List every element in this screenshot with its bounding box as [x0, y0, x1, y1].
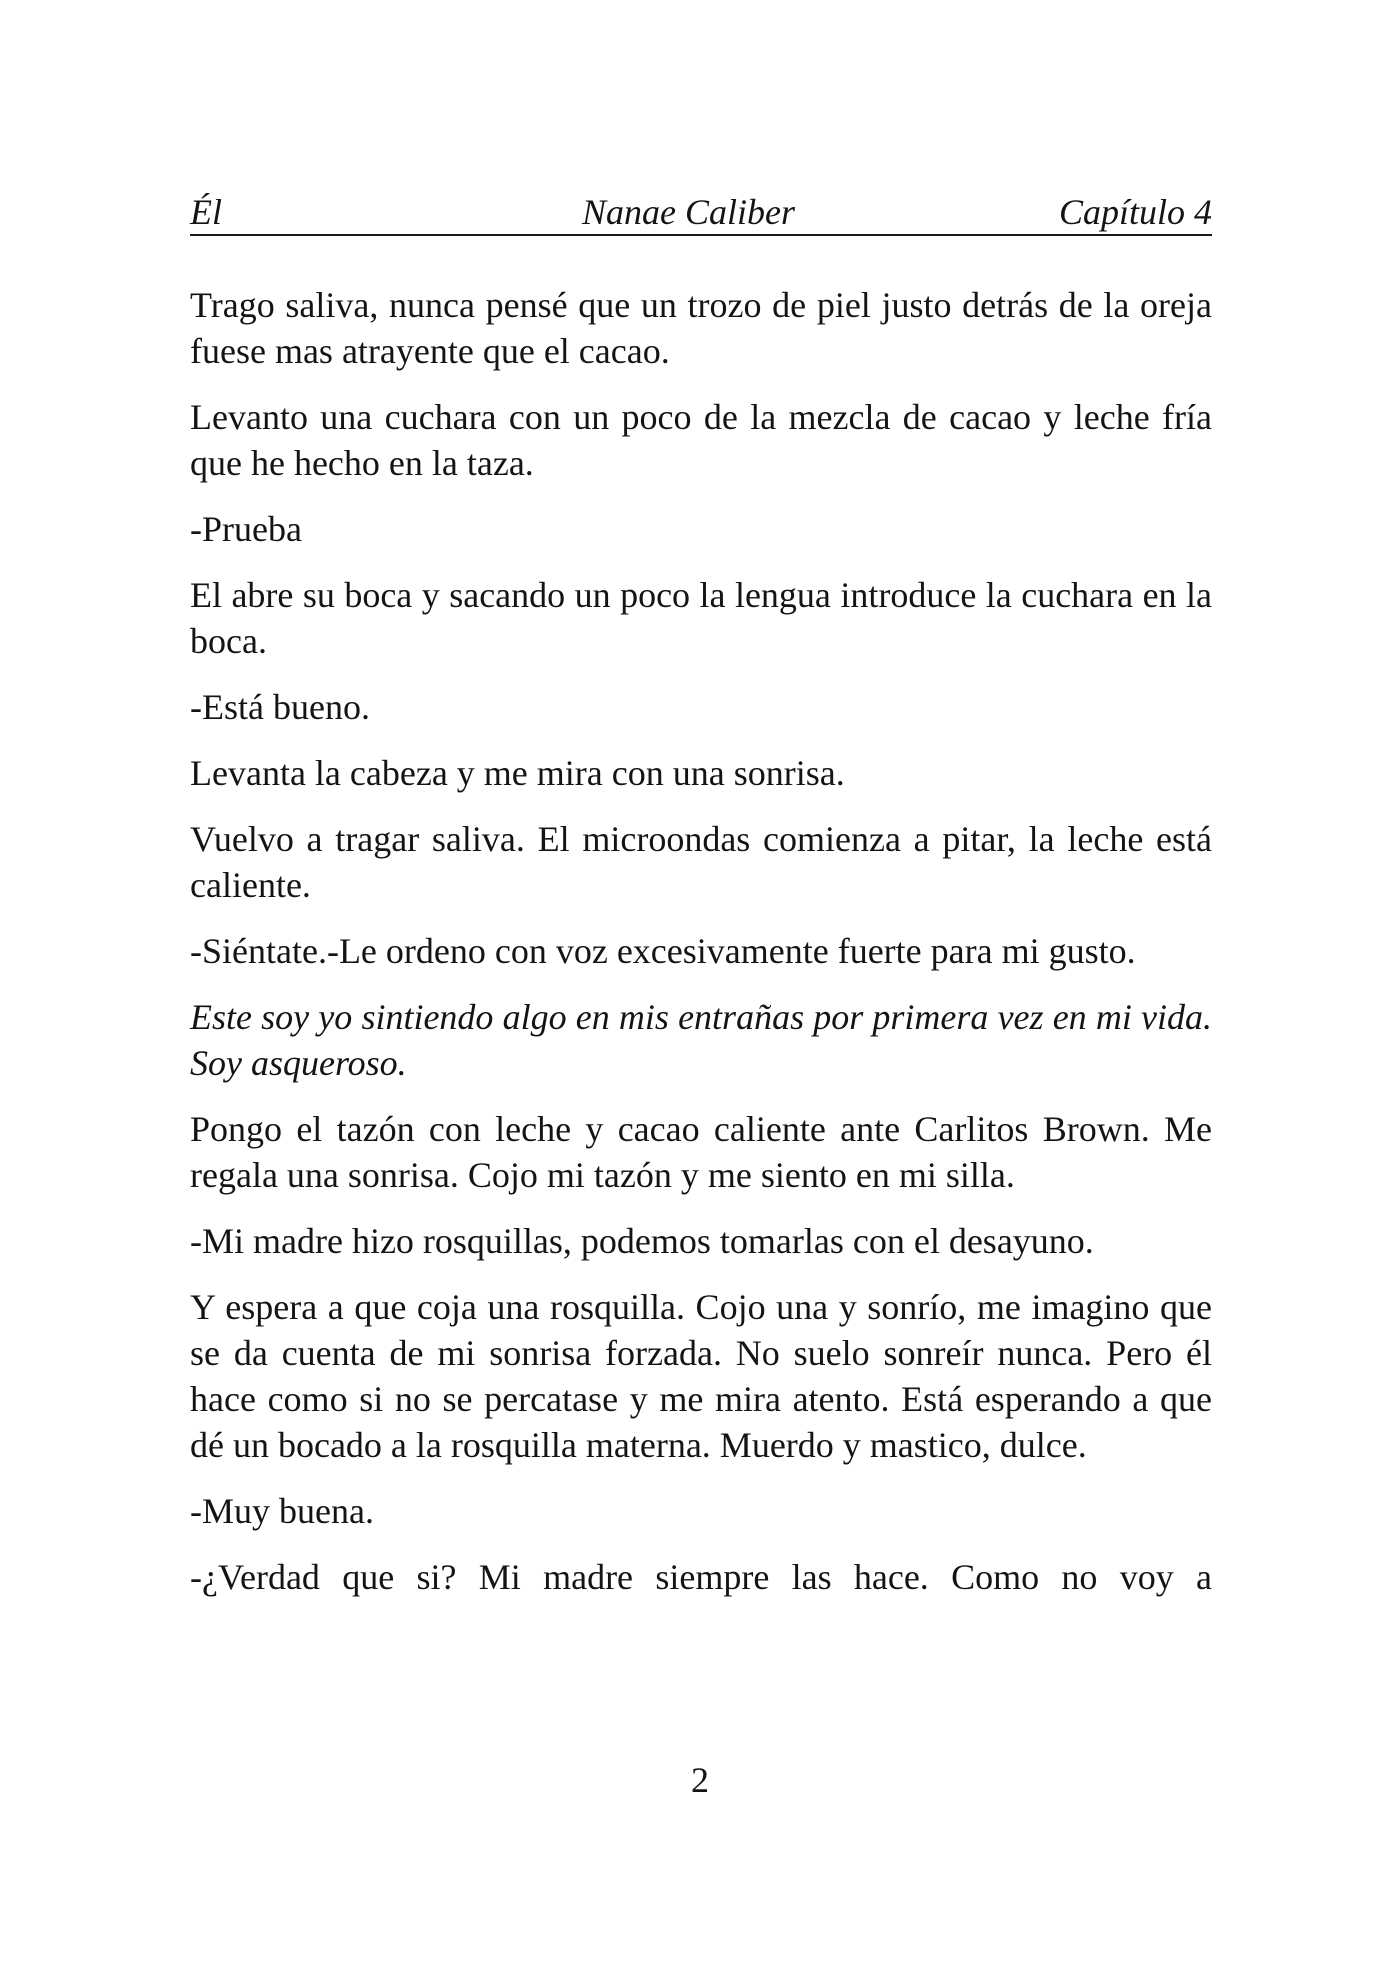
paragraph: -Está bueno.	[190, 687, 370, 727]
running-header	[190, 190, 1212, 236]
paragraph: -Prueba	[190, 509, 302, 549]
paragraph: El abre su boca y sacando un poco la lengua introduce la cuchara en la boca.	[190, 575, 1212, 661]
paragraph: -Muy buena.	[190, 1491, 374, 1531]
paragraph: Y espera a que coja una rosquilla. Cojo una y sonrío, me imagino que se da cuenta de mi sonrisa forzada. No suelo sonreír nunca. Pero él hace como si no se percatase y me mira atento. Está esperando a que dé un bocado a la rosquilla materna. Muerdo y mastico, dulce.	[190, 1287, 1212, 1465]
header-chapter: Capítulo 4	[1058, 192, 1212, 232]
header-book-title: Él	[190, 192, 222, 232]
paragraph: Pongo el tazón con leche y cacao caliente ante Carlitos Brown. Me regala una sonrisa. Cojo mi tazón y me siento en mi silla.	[190, 1109, 1212, 1195]
paragraph: Levanto una cuchara con un poco de la mezcla de cacao y leche fría que he hecho en la taza.	[190, 397, 1212, 483]
header-author: Nanae Caliber	[582, 192, 795, 232]
paragraph: -Mi madre hizo rosquillas, podemos tomarlas con el desayuno.	[190, 1221, 1094, 1261]
paragraph: Vuelvo a tragar saliva. El microondas comienza a pitar, la leche está caliente.	[190, 819, 1212, 905]
body-text	[190, 282, 1212, 1620]
page-number: 2	[691, 1760, 709, 1800]
paragraph: -Siéntate.-Le ordeno con voz excesivamente fuerte para mi gusto.	[190, 931, 1136, 971]
paragraph: -¿Verdad que si? Mi madre siempre las hace. Como no voy a	[190, 1557, 1212, 1597]
paragraph: Trago saliva, nunca pensé que un trozo de piel justo detrás de la oreja fuese mas atrayente que el cacao.	[190, 285, 1212, 371]
italic-paragraph: Este soy yo sintiendo algo en mis entrañas por primera vez en mi vida. Soy asqueroso.	[190, 997, 1212, 1083]
paragraph: Levanta la cabeza y me mira con una sonrisa.	[190, 753, 845, 793]
